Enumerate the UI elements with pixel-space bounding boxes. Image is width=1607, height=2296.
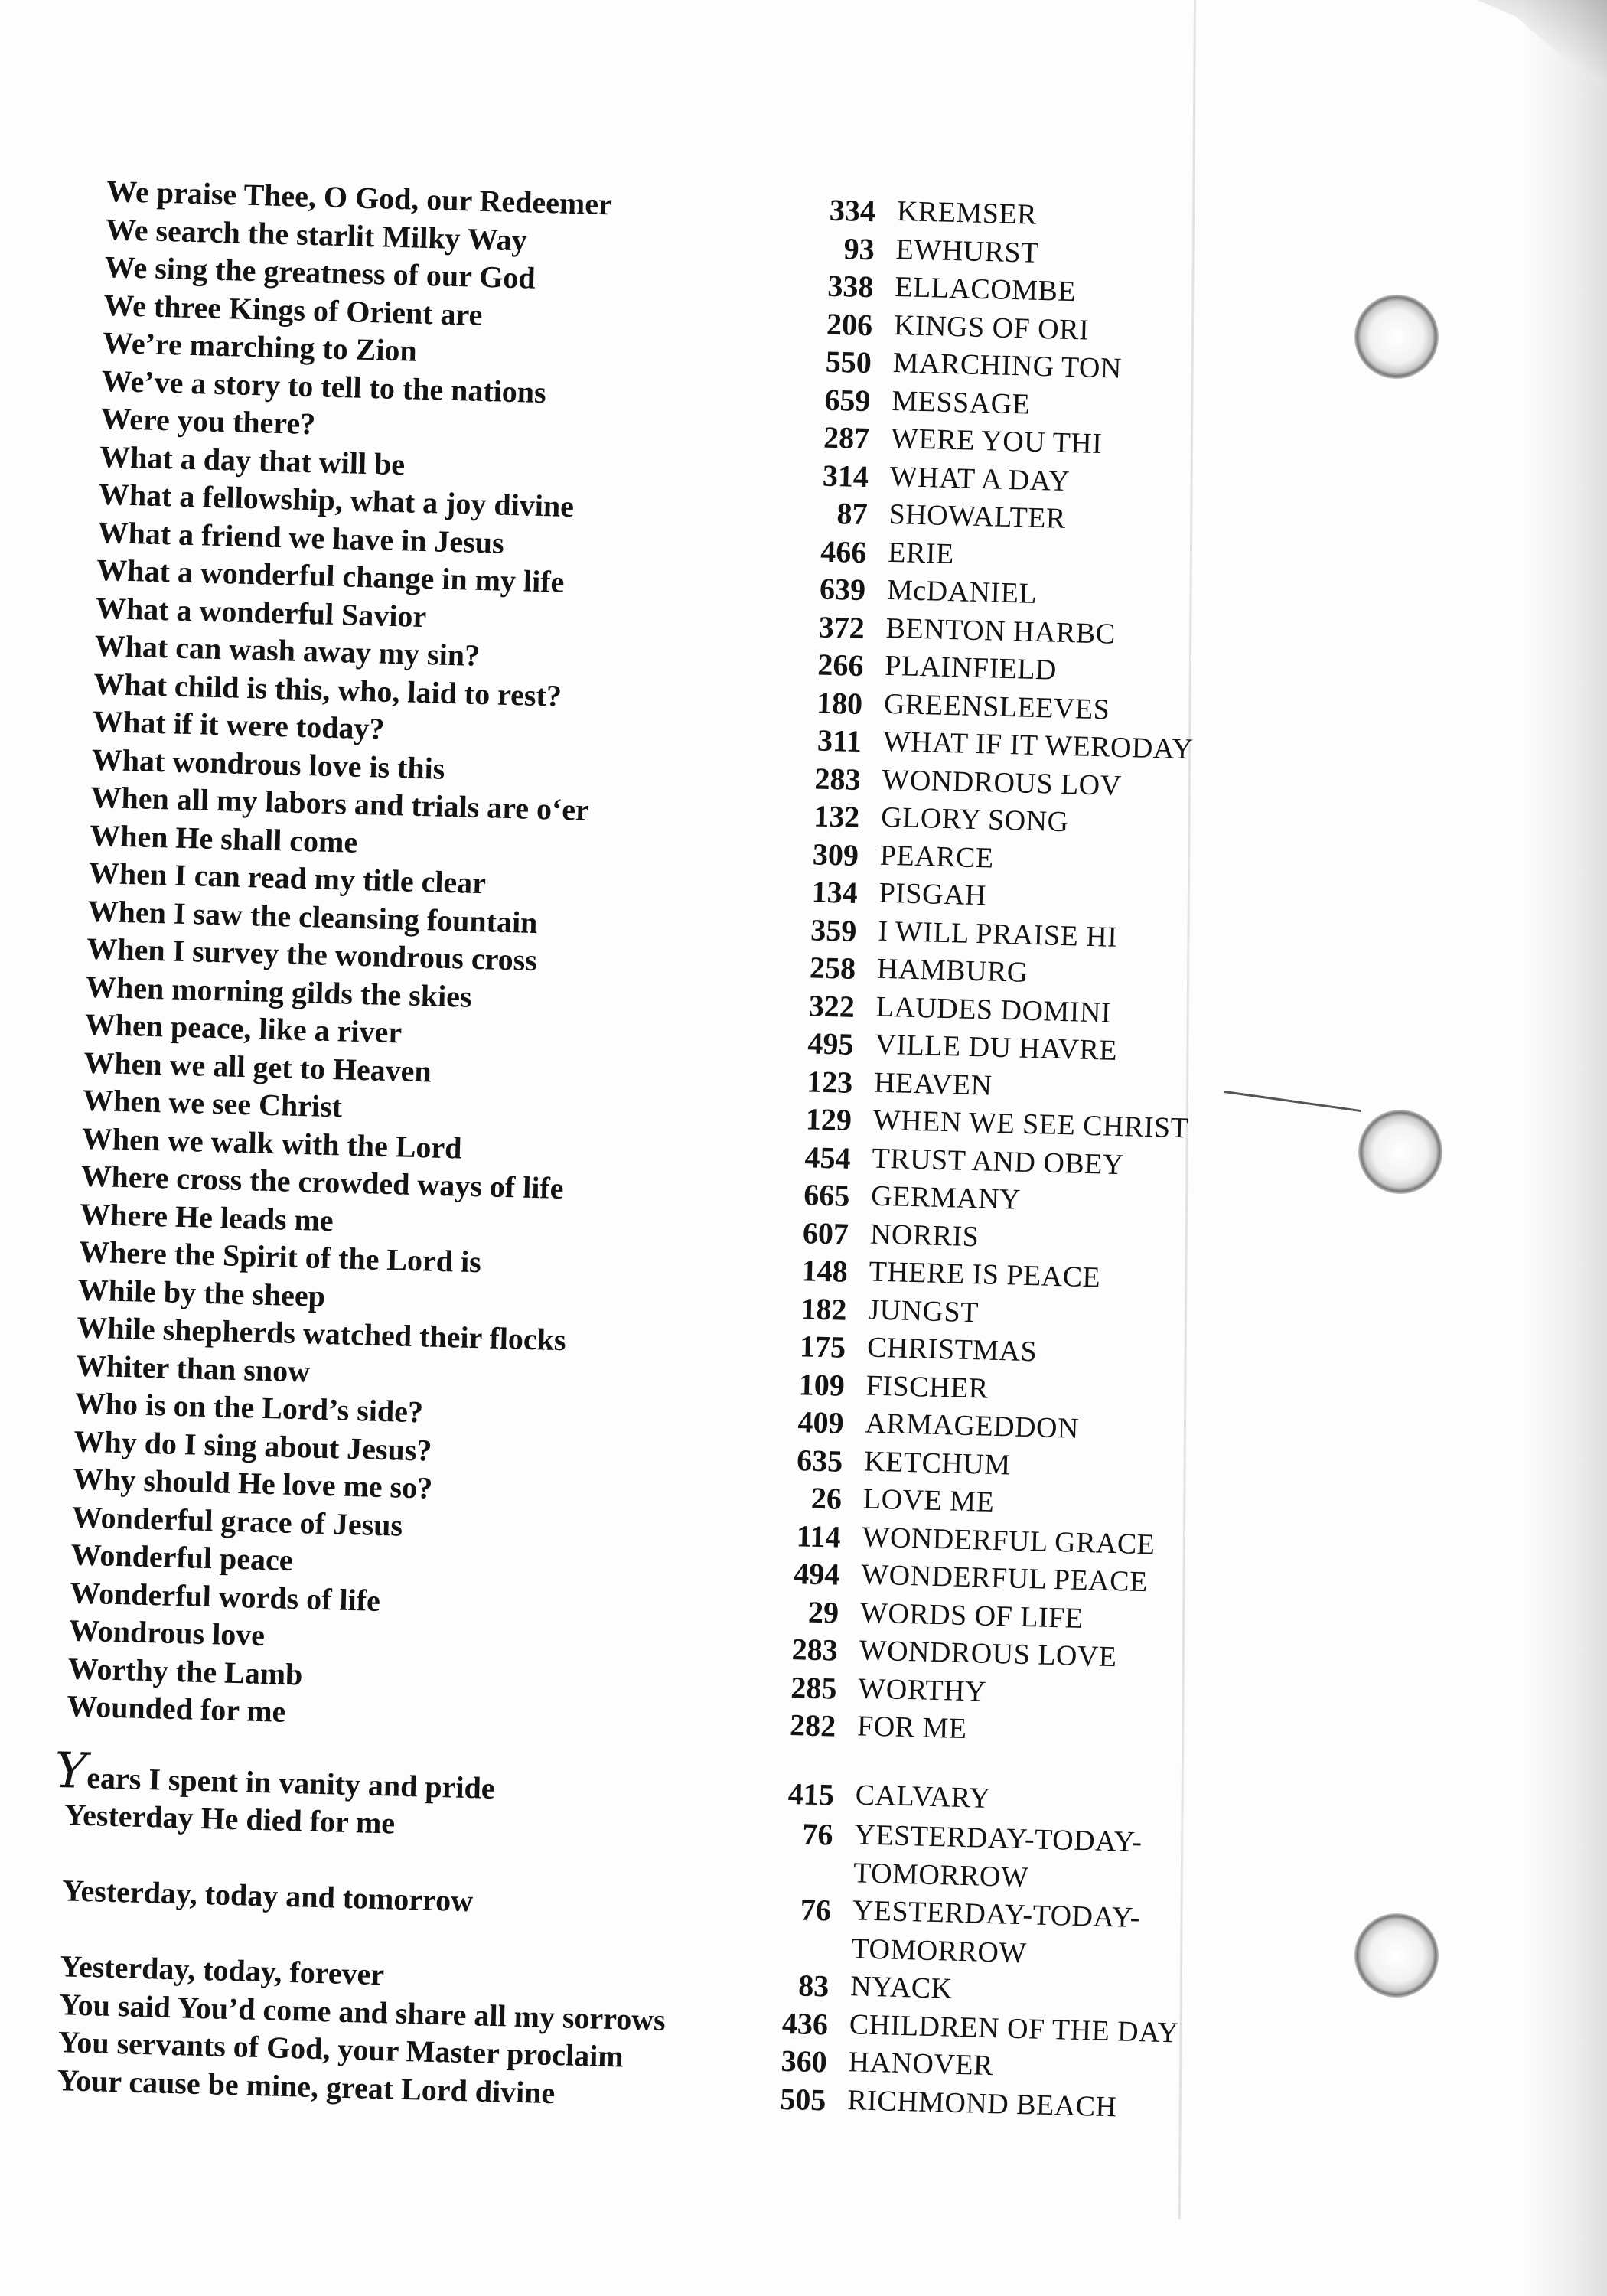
tune-line: GREENSLEEVES	[883, 687, 1110, 726]
tune-line: NYACK	[849, 1970, 953, 2005]
hymn-title: Yesterday, today, forever	[60, 1949, 385, 1992]
hymn-number: 639	[819, 571, 866, 608]
hymn-number: 495	[807, 1026, 855, 1062]
tune-name	[851, 1892, 1281, 1979]
hymn-number: 87	[836, 496, 869, 532]
hymn-number: 134	[811, 874, 859, 910]
tune-line: TOMORROW	[852, 1856, 1029, 1893]
hymn-number: 665	[803, 1177, 850, 1213]
hymn-number: 180	[816, 685, 863, 721]
hymn-title-rest: ears I spent in vanity and pride	[86, 1760, 496, 1805]
hymn-title: We sing the greatness of our God	[104, 249, 536, 295]
hymn-title: Why do I sing about Jesus?	[73, 1423, 432, 1468]
hymn-number: 285	[790, 1669, 838, 1706]
hymn-title: We search the starlit Milky Way	[105, 211, 528, 257]
hymn-number: 454	[804, 1139, 852, 1176]
hymn-number: 26	[810, 1480, 843, 1516]
tune-line: McDANIEL	[886, 573, 1038, 610]
tune-line: ERIE	[887, 536, 955, 570]
hymn-number: 314	[822, 458, 869, 494]
tune-line: NORRIS	[869, 1218, 980, 1253]
hymn-number: 309	[812, 836, 859, 872]
page-shadow-edge	[1523, 0, 1607, 2296]
tune-line: RICHMOND BEACH	[846, 2083, 1118, 2123]
hymn-number: 311	[817, 722, 862, 759]
hymn-number: 372	[818, 609, 865, 645]
hymn-number: 129	[805, 1101, 852, 1137]
hymn-number: 659	[823, 382, 872, 418]
hymn-number: 182	[800, 1290, 848, 1327]
hymn-title: We praise Thee, O God, our Redeemer	[106, 173, 613, 222]
hymn-title: Why should He love me so?	[72, 1461, 433, 1505]
tune-line: PEARCE	[879, 839, 995, 875]
hymn-number: 109	[798, 1366, 846, 1403]
hymn-number: 550	[825, 344, 872, 380]
hymn-title: What can wash away my sin?	[94, 628, 481, 673]
hymn-title: What a day that will be	[99, 439, 406, 481]
tune-line: THERE IS PEACE	[869, 1255, 1101, 1294]
hymn-title: Where He leads me	[79, 1196, 334, 1238]
hymn-number: 436	[781, 2005, 829, 2041]
binder-hole	[1354, 1913, 1439, 1998]
tune-line: YESTERDAY-TODAY-	[852, 1894, 1141, 1935]
hymn-title: Who is on the Lord’s side?	[74, 1385, 424, 1430]
tune-line: WONDROUS LOV	[882, 763, 1123, 802]
hymn-title: When we walk with the Lord	[81, 1120, 463, 1166]
hymn-number: 322	[808, 987, 856, 1024]
tune-line: GERMANY	[870, 1179, 1022, 1216]
hymn-title: Wonderful grace of Jesus	[71, 1499, 403, 1543]
hymn-title: Where the Spirit of the Lord is	[78, 1234, 482, 1280]
hymn-number: 415	[787, 1776, 835, 1812]
hymn-title: What wondrous love is this	[91, 742, 445, 786]
hymn-number: 258	[809, 950, 856, 986]
hymn-title: We’re marching to Zion	[102, 325, 418, 368]
hymn-title: We three Kings of Orient are	[103, 287, 484, 332]
hymn-title: Where cross the crowded ways of life	[80, 1158, 565, 1206]
hymn-title: When I survey the wondrous cross	[86, 931, 538, 978]
hymn-number: 494	[793, 1556, 840, 1592]
tune-line: BENTON HARBC	[885, 612, 1116, 651]
hymn-title: You servants of God, your Master proclaim	[57, 2024, 624, 2074]
tune-line: PLAINFIELD	[884, 649, 1058, 687]
tune-line: LAUDES DOMINI	[875, 990, 1112, 1029]
tune-line: VILLE DU HAVRE	[874, 1028, 1118, 1067]
hymn-title: When all my labors and trials are o‘er	[90, 779, 590, 827]
hymn-title: When peace, like a river	[84, 1006, 403, 1050]
hymn-title: While shepherds watched their flocks	[76, 1309, 567, 1358]
tune-line: ELLACOMBE	[894, 271, 1077, 308]
tune-line: WORDS OF LIFE	[859, 1596, 1084, 1635]
hymn-title: What a fellowship, what a joy divine	[98, 476, 575, 524]
hymn-title: Wondrous love	[68, 1613, 266, 1653]
hymn-number: 93	[843, 230, 875, 266]
hymn-title: What a wonderful Savior	[95, 590, 427, 634]
hymn-index	[54, 172, 1346, 2131]
hymn-number: 409	[797, 1404, 845, 1440]
index-list-y	[57, 1795, 1304, 2131]
hymn-number: 466	[820, 533, 867, 569]
tune-line: EWHURST	[895, 233, 1040, 269]
tune-line: WONDERFUL GRACE	[862, 1520, 1156, 1561]
tune-line: FISCHER	[865, 1369, 989, 1405]
hymn-title: What a wonderful change in my life	[96, 552, 565, 599]
hymn-title: We’ve a story to tell to the nations	[101, 363, 547, 409]
tune-line: WONDROUS LOVE	[859, 1634, 1118, 1674]
hymn-title: When we see Christ	[82, 1082, 343, 1124]
hymn-number: 283	[814, 760, 862, 797]
hymn-title: What child is this, who, laid to rest?	[93, 666, 562, 713]
hymn-title: Whiter than snow	[75, 1347, 311, 1388]
hymn-number: 282	[789, 1707, 836, 1743]
hymn-number: 607	[802, 1215, 849, 1251]
hymn-title: Were you there?	[99, 400, 316, 442]
tune-line: WHEN WE SEE CHRIST	[872, 1104, 1189, 1145]
tune-line: TRUST AND OBEY	[872, 1142, 1125, 1181]
tune-line: WORTHY	[857, 1671, 987, 1708]
hymn-title: Yesterday He died for me	[64, 1797, 396, 1841]
hymn-number: 359	[810, 912, 857, 948]
tune-line: YESTERDAY-TODAY-	[853, 1818, 1143, 1859]
tune-line: KREMSER	[896, 195, 1038, 231]
binder-hole	[1354, 295, 1439, 379]
index-list-w	[67, 172, 1347, 1757]
tune-name	[853, 1816, 1283, 1903]
hymn-number: 29	[807, 1594, 839, 1630]
tune-line: CALVARY	[855, 1778, 992, 1815]
tune-line: WHAT IF IT WERODAY	[882, 725, 1194, 766]
hymn-number: 114	[796, 1518, 842, 1554]
tune-line: SHOWALTER	[888, 497, 1067, 535]
tune-line: ARMAGEDDON	[865, 1407, 1080, 1445]
hymn-number: 148	[801, 1253, 849, 1289]
hymn-title: Wounded for me	[66, 1688, 286, 1729]
tune-line: WERE YOU THI	[890, 422, 1103, 461]
tune-line: FOR ME	[856, 1710, 968, 1746]
tune-line: GLORY SONG	[880, 801, 1070, 839]
hymn-title: Wonderful words of life	[69, 1574, 381, 1618]
hymn-number: 338	[826, 268, 875, 305]
hymn-number: 132	[813, 798, 860, 835]
tune-line: MESSAGE	[891, 384, 1031, 421]
hymn-number: 76	[801, 1816, 834, 1852]
hymn-number: 360	[781, 2043, 828, 2079]
hymn-number: 206	[826, 306, 873, 342]
hymn-title: When I saw the cleansing fountain	[87, 893, 539, 940]
hymn-title: When we all get to Heaven	[83, 1045, 432, 1088]
tune-line: HEAVEN	[873, 1066, 993, 1102]
tune-line: CHRISTMAS	[866, 1331, 1038, 1368]
hymn-number: 334	[829, 192, 876, 229]
hymn-number: 283	[791, 1632, 839, 1668]
hymn-number: 635	[796, 1442, 843, 1479]
hymn-title: When I can read my title clear	[88, 855, 487, 901]
tune-line: WONDERFUL PEACE	[860, 1558, 1149, 1599]
hymn-title: Wonderful peace	[70, 1537, 294, 1577]
hymn-number: 175	[799, 1329, 846, 1365]
tune-line: HANOVER	[848, 2046, 994, 2082]
hymn-number: 76	[800, 1892, 832, 1928]
tune-line: KETCHUM	[863, 1444, 1012, 1481]
hymn-number: 505	[779, 2081, 826, 2117]
hymn-title: Your cause be mine, great Lord divine	[57, 2062, 556, 2110]
tune-line: MARCHING TON	[892, 346, 1123, 385]
tune-line: KINGS OF ORI	[893, 308, 1090, 347]
hymn-title: What a friend we have in Jesus	[97, 514, 505, 560]
tune-line: HAMBURG	[876, 952, 1029, 989]
tune-line: TOMORROW	[851, 1932, 1028, 1969]
binder-hole	[1358, 1110, 1442, 1194]
hymn-title: Yesterday, today and tomorrow	[61, 1873, 474, 1919]
hymn-number: 83	[797, 1968, 830, 2004]
hymn-title: While by the sheep	[77, 1272, 326, 1313]
hymn-number: 287	[823, 419, 870, 456]
hymn-number: 266	[817, 647, 865, 683]
hymn-title: Worthy the Lamb	[67, 1650, 303, 1691]
hymn-title: When He shall come	[89, 817, 358, 859]
hymn-title: When morning gilds the skies	[85, 969, 473, 1014]
tune-line: WHAT A DAY	[889, 460, 1071, 497]
tune-line: PISGAH	[878, 876, 987, 912]
hymn-title: What if it were today?	[92, 703, 386, 746]
drop-cap: Y	[54, 1742, 88, 1800]
tune-line: CHILDREN OF THE DAY	[849, 2007, 1180, 2049]
hymn-number: 123	[806, 1063, 853, 1100]
tune-line: I WILL PRAISE HI	[877, 915, 1118, 954]
tune-line: JUNGST	[867, 1293, 980, 1329]
tune-line: LOVE ME	[862, 1482, 995, 1518]
hymn-title: You said You’d come and share all my sorrows	[58, 1986, 667, 2037]
